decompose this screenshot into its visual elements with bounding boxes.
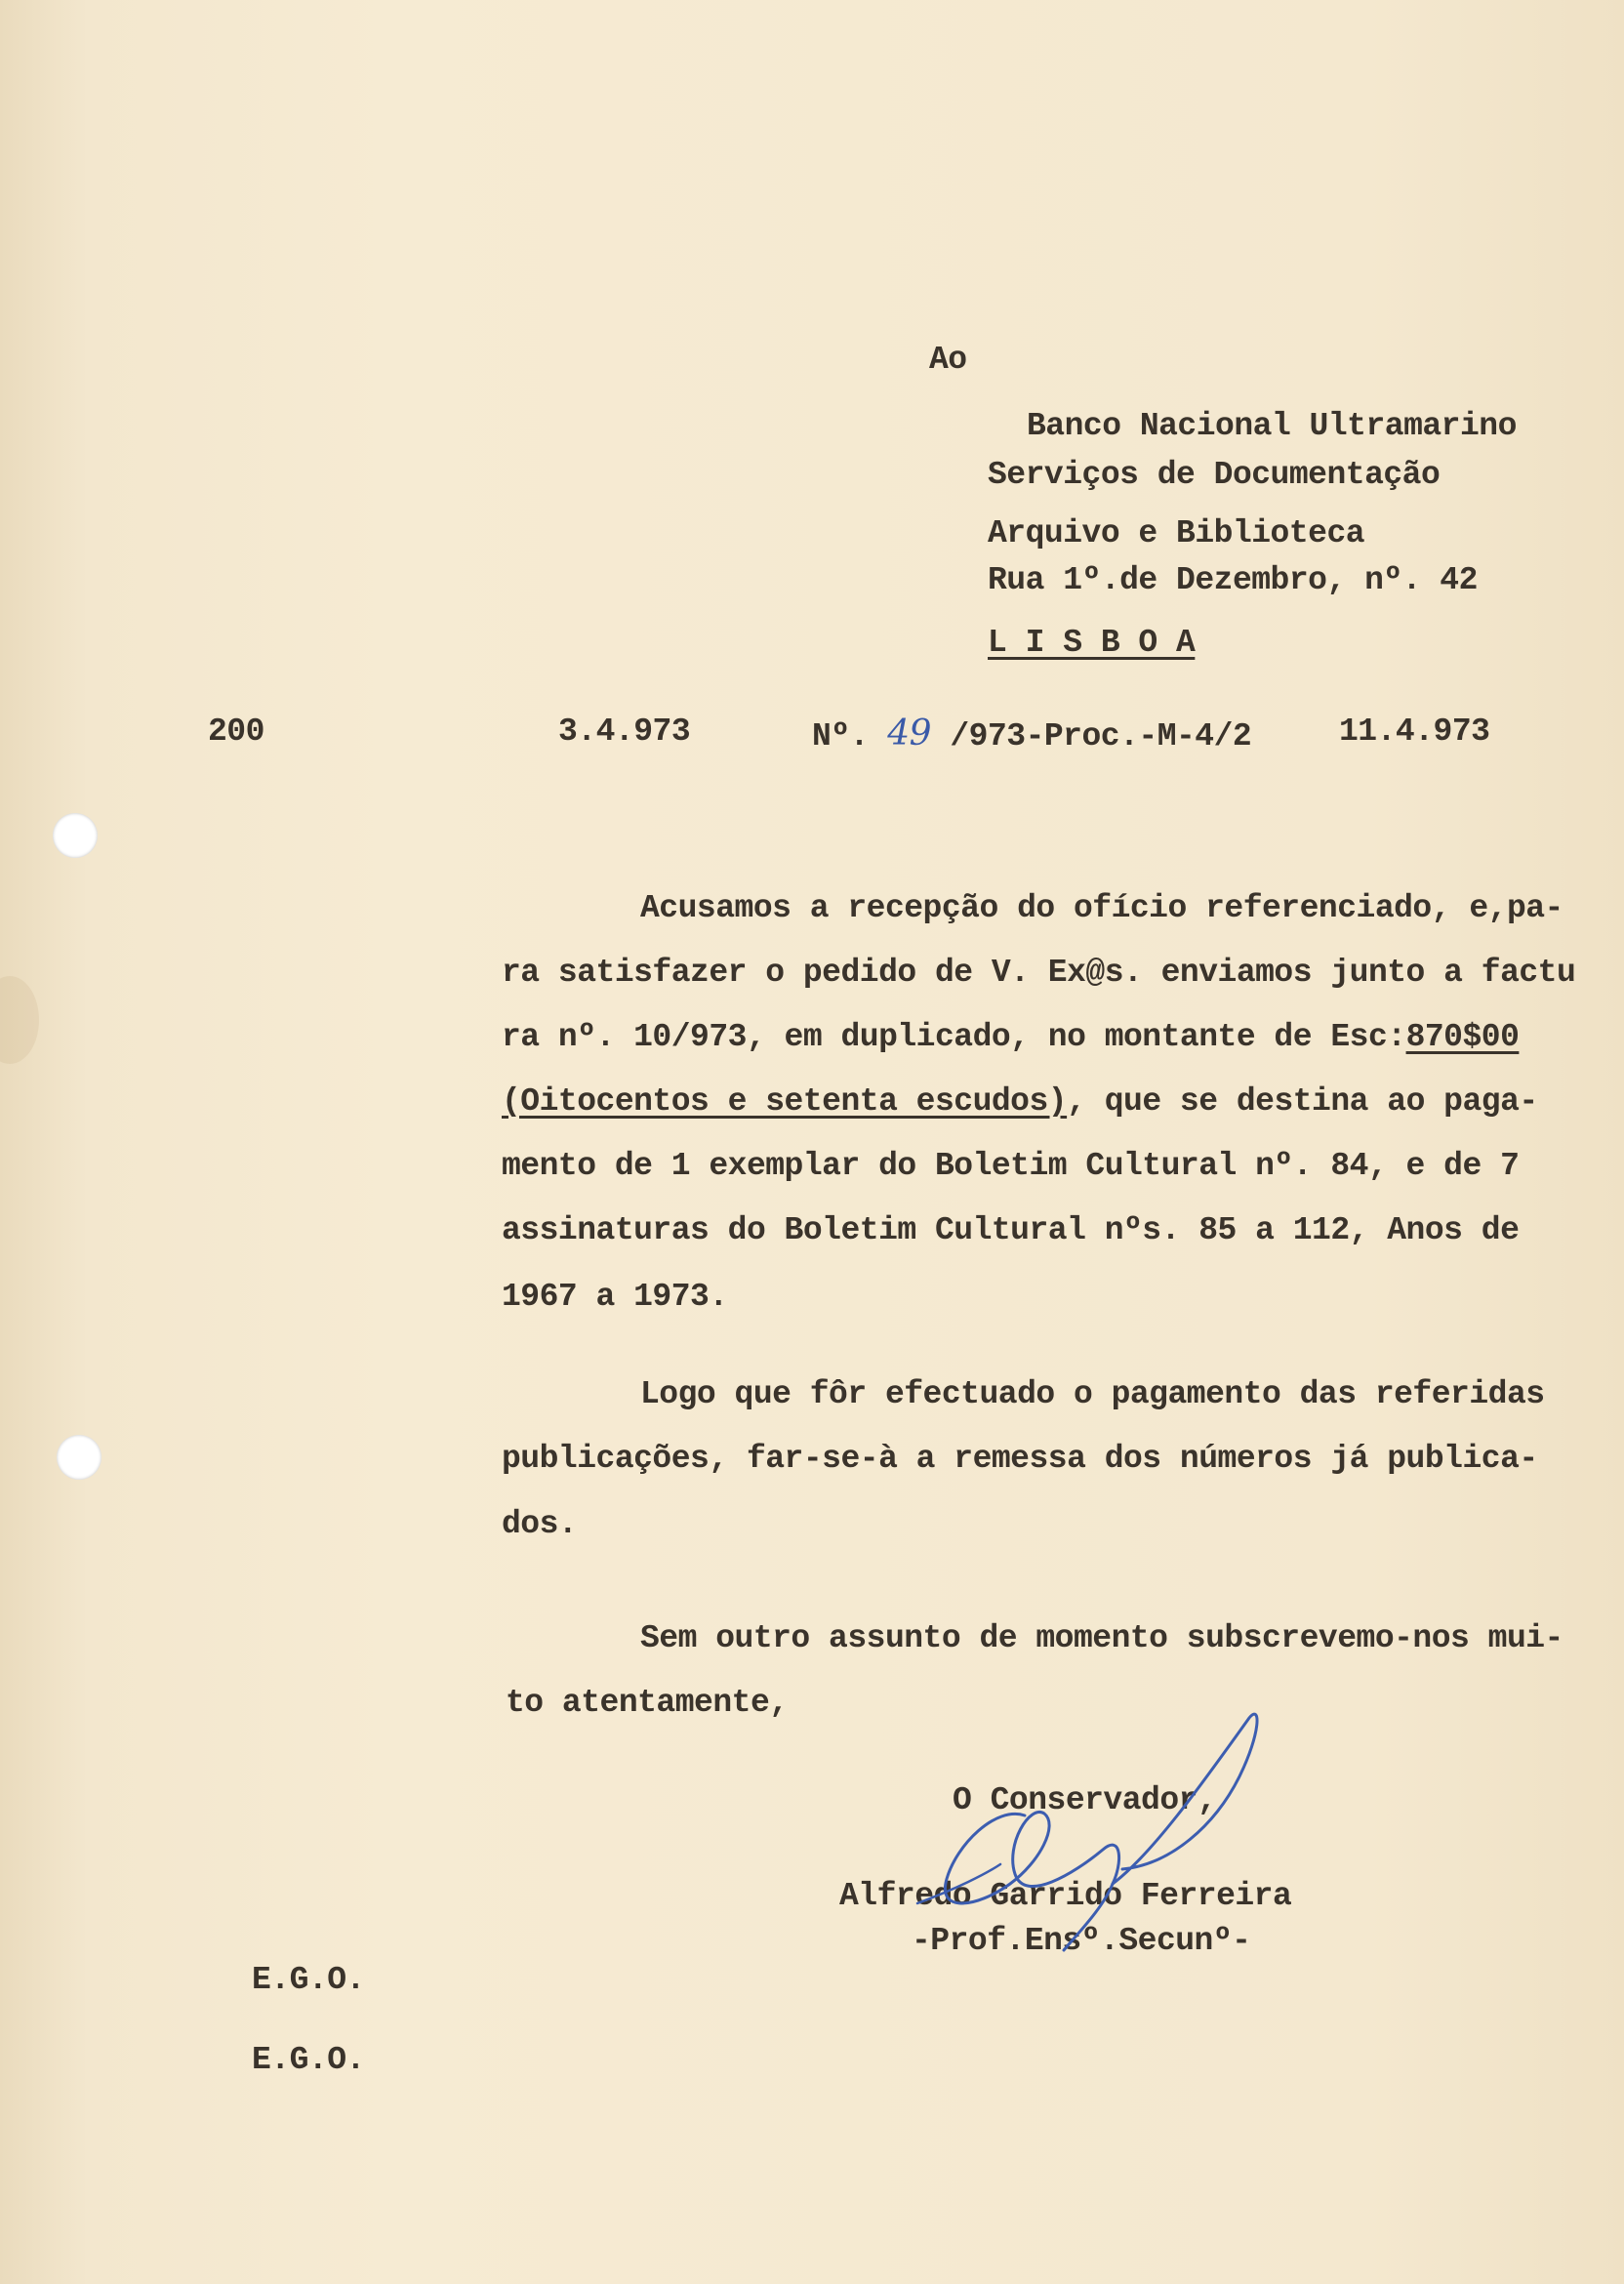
reference-code: 200	[208, 714, 264, 750]
paper-stain	[0, 976, 39, 1064]
body-p2-line-2: publicações, far-se-à a remessa dos números já publica-	[502, 1441, 1538, 1477]
body-p2-line-1: Logo que fôr efectuado o pagamento das referidas	[640, 1376, 1545, 1412]
punch-hole-top	[53, 813, 98, 858]
initials-2: E.G.O.	[252, 2042, 365, 2078]
body-p1-line-7: 1967 a 1973.	[502, 1279, 728, 1315]
body-p1-line-2: ra satisfazer o pedido de V. Ex@s. enviamos junto a factu	[502, 955, 1576, 991]
body-p2-line-3: dos.	[502, 1506, 578, 1542]
body-p3-line-2: to atentamente,	[506, 1685, 789, 1721]
recipient-city: L I S B O A	[988, 625, 1196, 661]
recipient-line-3: Arquivo e Biblioteca	[988, 515, 1365, 551]
reference-number-handwritten: 49	[887, 714, 932, 754]
recipient-line-2: Serviços de Documentação	[988, 457, 1441, 493]
body-p1-line-6: assinaturas do Boletim Cultural nºs. 85 a 112, Anos de	[502, 1212, 1520, 1248]
initials-1: E.G.O.	[252, 1962, 365, 1998]
body-p1-line-5: mento de 1 exemplar do Boletim Cultural nº. 84, e de 7	[502, 1148, 1520, 1184]
punch-hole-bottom	[57, 1435, 102, 1480]
reference-our-date: 11.4.973	[1339, 714, 1490, 750]
body-p1-line-3	[502, 1019, 1519, 1055]
signature-position: -Prof.Ensº.Secunº-	[912, 1923, 1251, 1959]
body-p3-line-1: Sem outro assunto de momento subscrevemo-nos mui-	[640, 1620, 1563, 1656]
body-p1-line-3-text: ra nº. 10/973, em duplicado, no montante de Esc:	[502, 1019, 1406, 1055]
reference-number	[812, 714, 1251, 755]
recipient-prefix: Ao	[929, 342, 967, 378]
signature-title: O Conservador,	[953, 1782, 1217, 1818]
handwritten-signature	[878, 1708, 1288, 1952]
reference-their-date: 3.4.973	[558, 714, 691, 750]
body-p1-line-4	[502, 1083, 1538, 1120]
body-p1-line-4-text: , que se destina ao paga-	[1067, 1083, 1538, 1120]
recipient-line-4: Rua 1º.de Dezembro, nº. 42	[988, 562, 1478, 598]
body-p1-line-1: Acusamos a recepção do ofício referenciado, e,pa-	[640, 890, 1563, 926]
invoice-amount: 870$00	[1405, 1019, 1520, 1055]
reference-number-suffix: /973-Proc.-M-4/2	[950, 718, 1252, 755]
recipient-line-1: Banco Nacional Ultramarino	[1027, 408, 1517, 444]
amount-in-words: (Oitocentos e setenta escudos)	[502, 1083, 1068, 1120]
signature-name: Alfredo Garrido Ferreira	[839, 1878, 1292, 1914]
reference-number-prefix: Nº.	[812, 718, 869, 755]
